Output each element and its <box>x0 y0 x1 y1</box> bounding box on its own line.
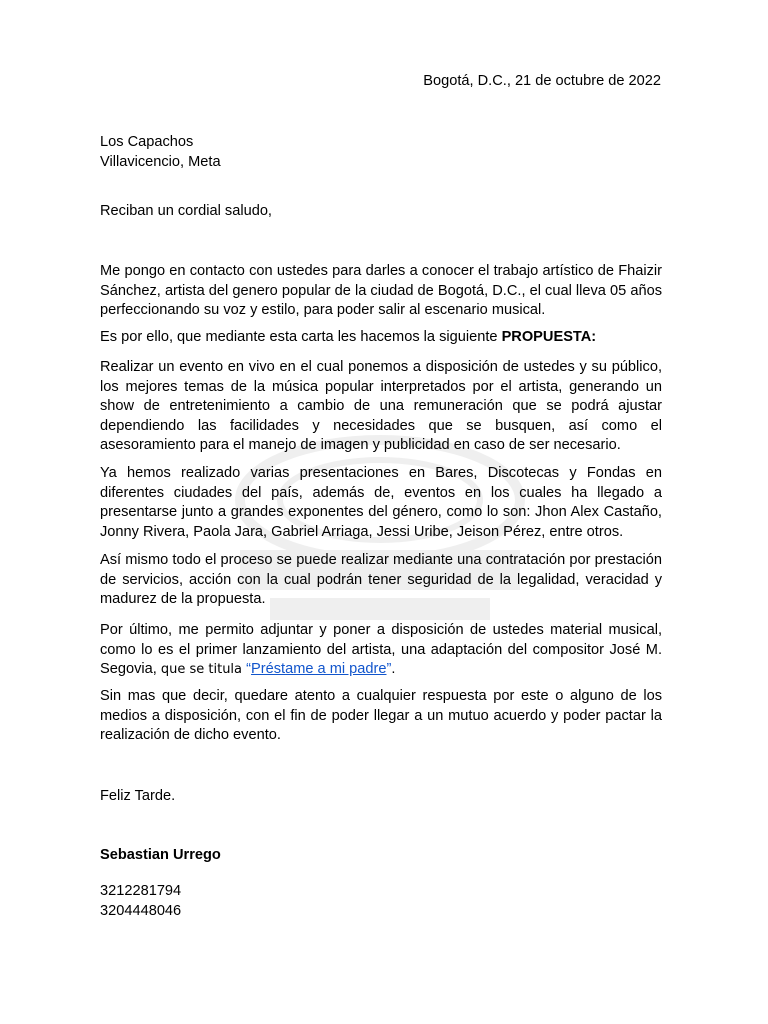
greeting: Reciban un cordial saludo, <box>100 203 272 219</box>
proposal-intro-text: Es por ello, que mediante esta carta les hacemos la siguiente <box>100 329 502 345</box>
paragraph-experience: Ya hemos realizado varias presentaciones en Bares, Discotecas y Fondas en diferentes ciudades del país, además de, eventos en los cuales ha llegado a presentarse junto a grandes exponentes del género, como lo son: Jhon Alex Castaño, Jonny Rivera, Paola Jara, Gabriel Arriaga, Jessi Uribe, Jeison Pérez, entre otros. <box>100 465 662 540</box>
phone-number: 3204448046 <box>100 902 182 919</box>
phone-block <box>100 882 662 921</box>
letter-date: Bogotá, D.C., 21 de octubre de 2022 <box>423 73 661 89</box>
phone-number: 3212281794 <box>100 883 182 899</box>
recipient-block <box>100 133 662 172</box>
proposal-heading: PROPUESTA: <box>501 329 597 345</box>
signer-name: Sebastian Urrego <box>100 847 221 863</box>
recipient-city: Villavicencio, Meta <box>100 153 221 170</box>
song-link[interactable]: Préstame a mi padre <box>251 661 387 678</box>
material-text: Por último, me permito adjuntar y poner a disposición de ustedes material musical, como lo es el primer lanzamiento del artista, una adaptación del compositor José M. Segovia, <box>100 622 662 678</box>
closing: Feliz Tarde. <box>100 788 176 804</box>
open-quote: “ <box>246 661 252 678</box>
paragraph-closing-remarks: Sin mas que decir, quedare atento a cualquier respuesta por este o alguno de los medios a disposición, con el fin de poder llegar a un mutuo acuerdo y poder pactar la realización de dicho evento. <box>100 688 662 744</box>
paragraph-proposal: Realizar un evento en vivo en el cual ponemos a disposición de ustedes y su público, los mejores temas de la música popular interpretados por el artista, generando un show de entretenimiento a cambio de una remuneración que se podrá ajustar dependiendo las facilidades y necesidades que se busquen, así como el asesoramiento para el manejo de imagen y publicidad en caso de ser necesario. <box>100 359 662 454</box>
paragraph-material <box>100 621 662 680</box>
material-end: . <box>391 661 396 678</box>
paragraph-proposal-intro <box>100 328 662 348</box>
recipient-name: Los Capachos <box>100 134 194 150</box>
paragraph-intro: Me pongo en contacto con ustedes para darles a conocer el trabajo artístico de Fhaizir Sánchez, artista del genero popular de la ciudad de Bogotá, D.C., el cual lleva 05 años perfeccionando su voz y estilo, para poder salir al escenario musical. <box>100 263 662 319</box>
paragraph-contract: Así mismo todo el proceso se puede realizar mediante una contratación por prestación de servicios, acción con la cual podrán tener seguridad de la legalidad, veracidad y madurez de la propuesta. <box>100 552 662 608</box>
close-quote: ” <box>386 661 392 678</box>
song-title-prefix: que se titula <box>160 662 247 678</box>
